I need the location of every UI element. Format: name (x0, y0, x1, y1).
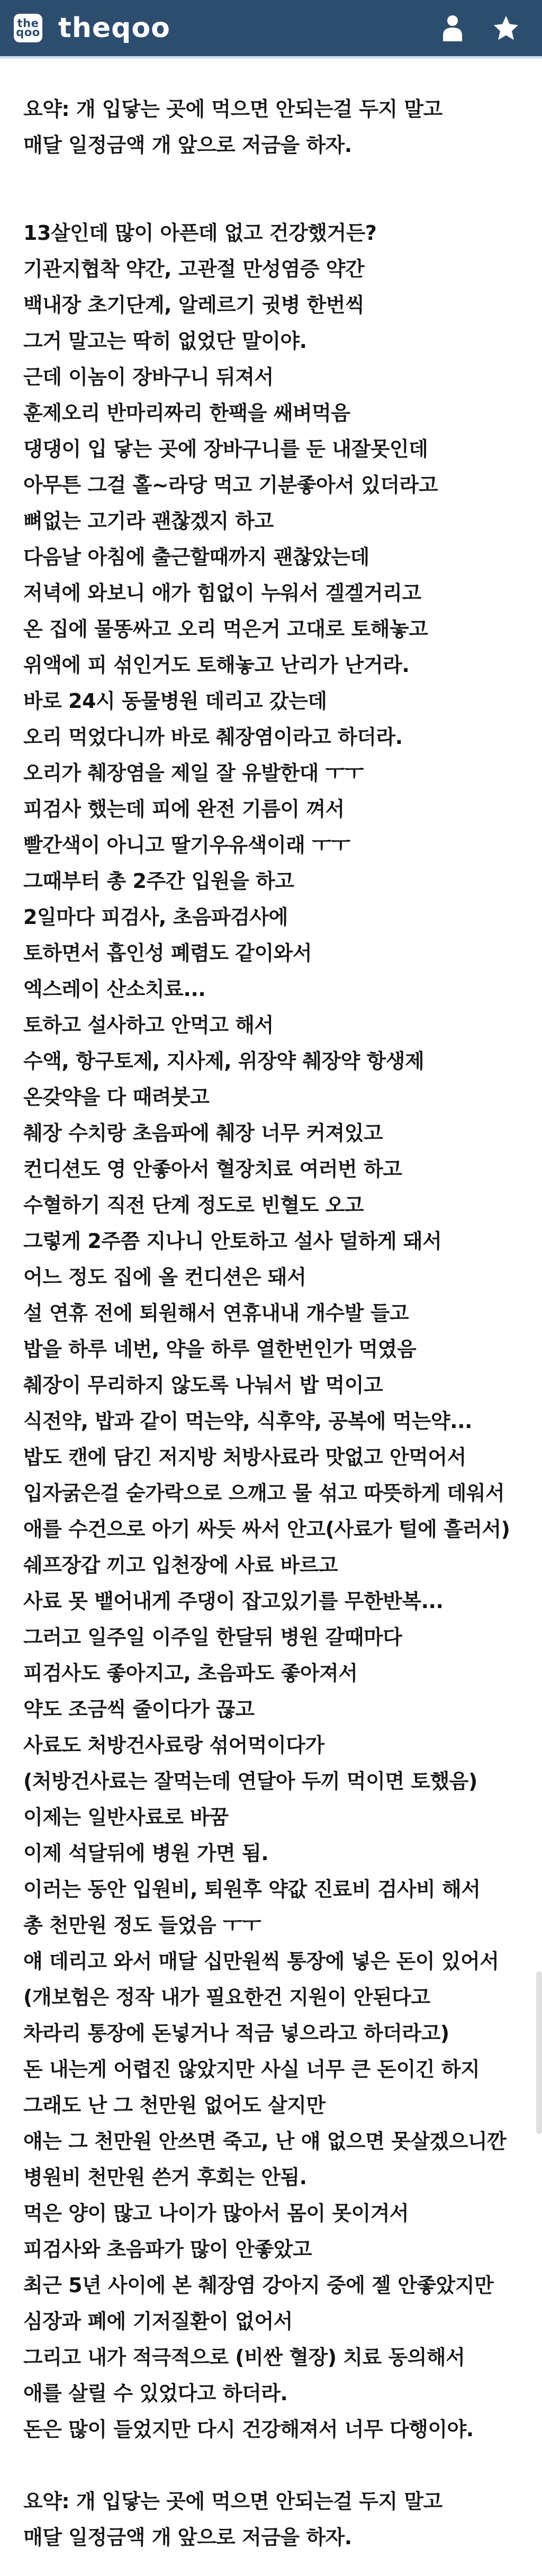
post-line: 얘 데리고 와서 매달 십만원씩 통장에 넣은 돈이 있어서 (23, 1950, 499, 1973)
logo-badge-line1: the (17, 16, 39, 30)
post-line: 그렇게 2주쯤 지나니 안토하고 설사 덜하게 돼서 (23, 1229, 442, 1253)
post-line: 밥도 캔에 담긴 저지방 처방사료라 맛없고 안먹어서 (23, 1446, 466, 1469)
scrollbar-thumb[interactable] (536, 1971, 542, 2134)
post-line: 그래도 난 그 천만원 없어도 살지만 (23, 2094, 326, 2117)
post-line: 애를 살릴 수 있었다고 하더라. (23, 2382, 288, 2405)
post-line: 위액에 피 섞인거도 토해놓고 난리가 난거라. (23, 653, 410, 677)
post-line: 빨간색이 아니고 딸기우유색이래 ㅜㅜ (23, 833, 350, 857)
post-line: 매달 일정금액 개 앞으로 저금을 하자. (23, 2526, 352, 2549)
post-line: 컨디션도 영 안좋아서 혈장치료 여러번 하고 (23, 1157, 402, 1181)
post-line: 매달 일정금액 개 앞으로 저금을 하자. (23, 133, 352, 157)
post-line: 오리가 췌장염을 제일 잘 유발한대 ㅜㅜ (23, 761, 364, 785)
post-line: 밥을 하루 네번, 약을 하루 열한번인가 먹였음 (23, 1338, 417, 1361)
post-line: 설 연휴 전에 퇴원해서 연휴내내 개수발 들고 (23, 1302, 409, 1325)
post-line: 훈제오리 반마리짜리 한팩을 쌔벼먹음 (23, 401, 350, 425)
post-line: 온갖약을 다 때려붓고 (23, 1085, 210, 1109)
post-line: 13살인데 많이 아픈데 없고 건강했거든? (23, 221, 377, 245)
post-line: (개보험은 정작 내가 필요한건 지원이 안된다고 (23, 1986, 430, 2009)
post-line: 췌장이 무리하지 않도록 나눠서 밥 먹이고 (23, 1374, 383, 1397)
post-line: 최근 5년 사이에 본 췌장염 강아지 중에 젤 안좋았지만 (23, 2274, 494, 2297)
theqoo-logo-badge-icon (14, 14, 42, 42)
post-line: 수액, 항구토제, 지사제, 위장약 췌장약 항생제 (23, 1049, 424, 1073)
post-line: 피검사 했는데 피에 완전 기름이 껴서 (23, 797, 345, 821)
theqoo-wordmark: theqoo (58, 12, 170, 44)
post-line: 그러고 일주일 이주일 한달뒤 병원 갈때마다 (23, 1626, 402, 1649)
post-line: 사료 못 뱉어내게 주댕이 잡고있기를 무한반복... (23, 1590, 444, 1613)
post-line: 오리 먹었다니까 바로 췌장염이라고 하더라. (23, 725, 403, 749)
post-line: 온 집에 물똥싸고 오리 먹은거 고대로 토해놓고 (23, 617, 428, 641)
post-line: 쉐프장갑 끼고 입천장에 사료 바르고 (23, 1554, 338, 1577)
post-line: 요약: 개 입닿는 곳에 먹으면 안되는걸 두지 말고 (23, 2490, 442, 2513)
post-line: 피검사와 초음파가 많이 안좋았고 (23, 2238, 312, 2261)
post-line: 백내장 초기단계, 알레르기 귓병 한번씩 (23, 293, 365, 317)
post-line: 애를 수건으로 아기 싸듯 싸서 안고(사료가 털에 흘러서) (23, 1518, 510, 1541)
post-line: 총 천만원 정도 들었음 ㅜㅜ (23, 1914, 261, 1937)
post-line: 토하면서 흡인성 폐렴도 같이와서 (23, 941, 312, 965)
star-bookmark-icon[interactable] (493, 16, 519, 40)
post-line: 요약: 개 입닿는 곳에 먹으면 안되는걸 두지 말고 (23, 97, 442, 121)
logo-badge-line2: qoo (16, 26, 40, 39)
user-profile-icon[interactable] (442, 15, 463, 41)
post-line: 심장과 폐에 기저질환이 없어서 (23, 2310, 293, 2333)
post-line: 아무튼 그걸 홀~라당 먹고 기분좋아서 있더라고 (23, 473, 438, 497)
post-line: 돈은 많이 들었지만 다시 건강해져서 너무 다행이야. (23, 2418, 474, 2441)
post-line: 이러는 동안 입원비, 퇴원후 약값 진료비 검사비 해서 (23, 1878, 481, 1901)
post-line: 약도 조금씩 줄이다가 끊고 (23, 1698, 255, 1721)
post-line: 사료도 처방건사료랑 섞어먹이다가 (23, 1734, 324, 1757)
post-line: 췌장 수치랑 초음파에 췌장 너무 커져있고 (23, 1121, 383, 1145)
post-section-summary-top (23, 91, 534, 163)
post-line: 돈 내는게 어렵진 않았지만 사실 너무 큰 돈이긴 하지 (23, 2058, 480, 2081)
post-content (0, 58, 542, 2555)
post-line: 그때부터 총 2주간 입원을 하고 (23, 869, 294, 893)
post-line: 그거 말고는 딱히 없었단 말이야. (23, 329, 307, 353)
post-line: 먹은 양이 많고 나이가 많아서 몸이 못이겨서 (23, 2202, 409, 2225)
post-line: 어느 정도 집에 올 컨디션은 돼서 (23, 1265, 306, 1289)
post-line: (처방건사료는 잘먹는데 연달아 두끼 먹이면 토했음) (23, 1770, 477, 1793)
post-line: 피검사도 좋아지고, 초음파도 좋아져서 (23, 1662, 358, 1685)
post-line: 저녁에 와보니 애가 힘없이 누워서 겔겔거리고 (23, 581, 421, 605)
post-line: 엑스레이 산소치료... (23, 977, 206, 1001)
theqoo-logo[interactable] (0, 12, 170, 44)
post-line: 댕댕이 입 닿는 곳에 장바구니를 둔 내잘못인데 (23, 437, 428, 461)
post-line: 다음날 아침에 출근할때까지 괜찮았는데 (23, 545, 369, 569)
app-header (0, 0, 542, 56)
post-line: 근데 이놈이 장바구니 뒤져서 (23, 365, 274, 389)
header-icons (442, 15, 519, 41)
post-line: 식전약, 밥과 같이 먹는약, 식후약, 공복에 먹는약... (23, 1410, 472, 1433)
post-line: 뼈없는 고기라 괜찮겠지 하고 (23, 509, 274, 533)
post-line: 이제는 일반사료로 바꿈 (23, 1806, 229, 1829)
post-line: 얘는 그 천만원 안쓰면 죽고, 난 얘 없으면 못살겠으니깐 (23, 2130, 507, 2153)
post-line: 그리고 내가 적극적으로 (비싼 혈장) 치료 동의해서 (23, 2346, 465, 2369)
post-section-summary-bottom (23, 2483, 534, 2555)
post-line: 차라리 통장에 돈넣거나 적금 넣으라고 하더라고) (23, 2022, 449, 2045)
post-line: 이제 석달뒤에 병원 가면 됨. (23, 1842, 269, 1865)
post-line: 토하고 설사하고 안먹고 해서 (23, 1013, 274, 1037)
post-line: 입자굵은걸 숟가락으로 으깨고 물 섞고 따뜻하게 데워서 (23, 1482, 505, 1505)
post-line: 바로 24시 동물병원 데리고 갔는데 (23, 689, 327, 713)
post-line: 수혈하기 직전 단계 정도로 빈혈도 오고 (23, 1193, 364, 1217)
post-section-body (23, 215, 534, 2447)
post-line: 기관지협착 약간, 고관절 만성염증 약간 (23, 257, 365, 281)
post-line: 2일마다 피검사, 초음파검사에 (23, 905, 288, 929)
post-line: 병원비 천만원 쓴거 후회는 안됨. (23, 2166, 307, 2189)
